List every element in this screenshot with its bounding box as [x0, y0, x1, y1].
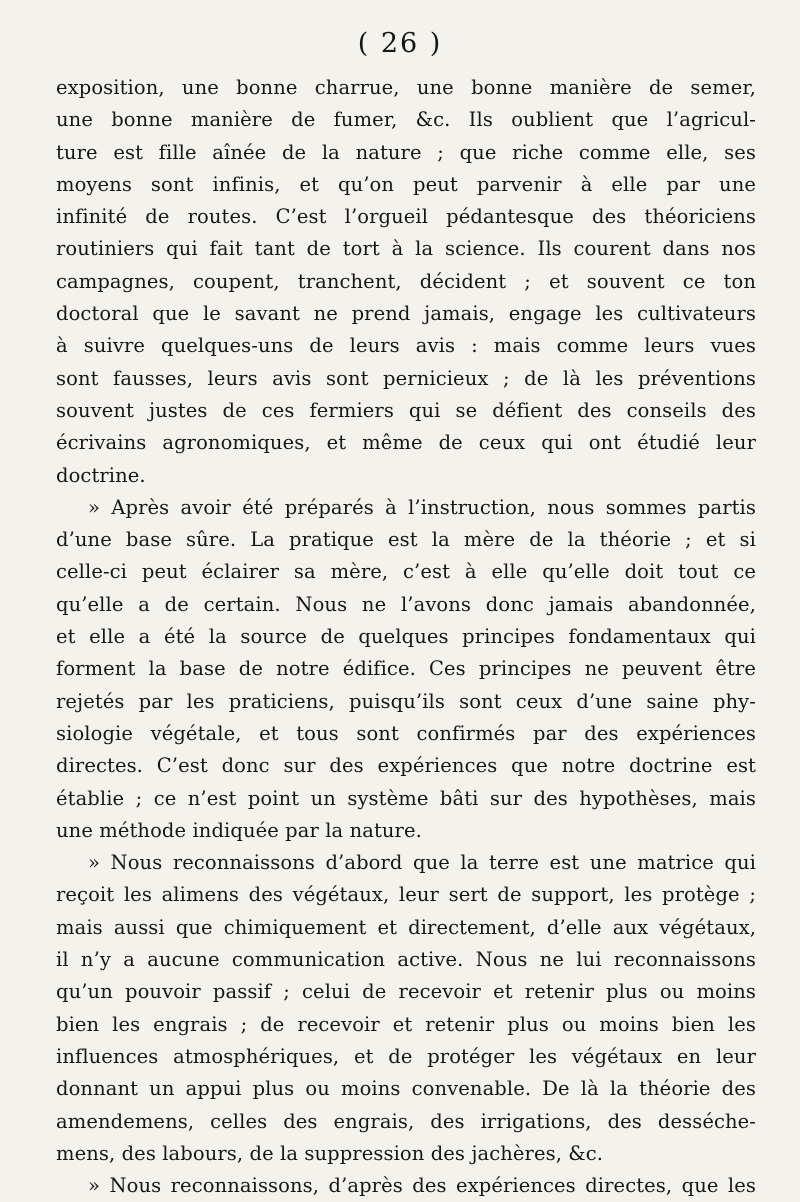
text-line: rejetés par les praticiens, puisqu’ils sont ceux d’une saine phy-	[56, 689, 756, 713]
text-line: doctrine.	[56, 463, 146, 487]
text-line: » Après avoir été préparés à l’instruction, nous sommes partis	[88, 495, 756, 519]
text-line: qu’elle a de certain. Nous ne l’avons donc jamais abandonnée,	[56, 592, 756, 616]
text-line: » Nous reconnaissons d’abord que la terre est une matrice qui	[88, 851, 756, 875]
text-line: bien les engrais ; de recevoir et retenir plus ou moins bien les	[56, 1012, 756, 1036]
text-line: forment la base de notre édifice. Ces principes ne peuvent être	[56, 657, 756, 681]
text-line: doctoral que le savant ne prend jamais, engage les cultivateurs	[56, 302, 756, 326]
text-line: souvent justes de ces fermiers qui se défient des conseils des	[56, 398, 756, 422]
page-number: ( 26 )	[357, 28, 443, 59]
text-line: à suivre quelques-uns de leurs avis : mais comme leurs vues	[56, 334, 756, 358]
text-line: campagnes, coupent, tranchent, décident ; et souvent ce ton	[56, 269, 756, 293]
text-line: établie ; ce n’est point un système bâti sur des hypothèses, mais	[56, 786, 756, 810]
text-line: moyens sont infinis, et qu’on peut parvenir à elle par une	[56, 172, 756, 196]
text-line: il n’y a aucune communication active. Nous ne lui reconnaissons	[56, 948, 756, 972]
text-line: siologie végétale, et tous sont confirmés par des expériences	[56, 721, 756, 745]
text-line: sont fausses, leurs avis sont pernicieux ; de là les préventions	[56, 366, 756, 390]
text-line: donnant un appui plus ou moins convenable. De là la théorie des	[56, 1077, 756, 1101]
text-line: reçoit les alimens des végétaux, leur sert de support, les protège ;	[56, 883, 756, 907]
text-line: celle-ci peut éclairer sa mère, c’est à elle qu’elle doit tout ce	[56, 560, 756, 584]
text-line: influences atmosphériques, et de protéger les végétaux en leur	[56, 1044, 756, 1068]
text-line: directes. C’est donc sur des expériences que notre doctrine est	[56, 754, 756, 778]
text-line: amendemens, celles des engrais, des irrigations, des desséche-	[56, 1109, 756, 1133]
text-line: une méthode indiquée par la nature.	[56, 818, 422, 842]
text-line: ture est fille aînée de la nature ; que riche comme elle, ses	[56, 140, 756, 164]
text-line: mens, des labours, de la suppression des jachères, &c.	[56, 1141, 604, 1165]
text-line: et elle a été la source de quelques principes fondamentaux qui	[56, 625, 756, 649]
text-line: exposition, une bonne charrue, une bonne manière de semer,	[56, 76, 756, 99]
text-line: mais aussi que chimiquement et directement, d’elle aux végétaux,	[56, 915, 756, 939]
text-line: d’une base sûre. La pratique est la mère de la théorie ; et si	[56, 528, 756, 552]
text-line: infinité de routes. C’est l’orgueil pédantesque des théoriciens	[56, 205, 756, 229]
body-text	[56, 72, 756, 1202]
text-line: une bonne manière de fumer, &c. Ils oublient que l’agricul-	[56, 108, 756, 132]
text-line: qu’un pouvoir passif ; celui de recevoir et retenir plus ou moins	[56, 980, 756, 1004]
text-line: routiniers qui fait tant de tort à la science. Ils courent dans nos	[56, 237, 756, 261]
text-line: » Nous reconnaissons, d’après des expériences directes, que les	[88, 1174, 756, 1198]
text-line: écrivains agronomiques, et même de ceux qui ont étudié leur	[56, 431, 756, 455]
